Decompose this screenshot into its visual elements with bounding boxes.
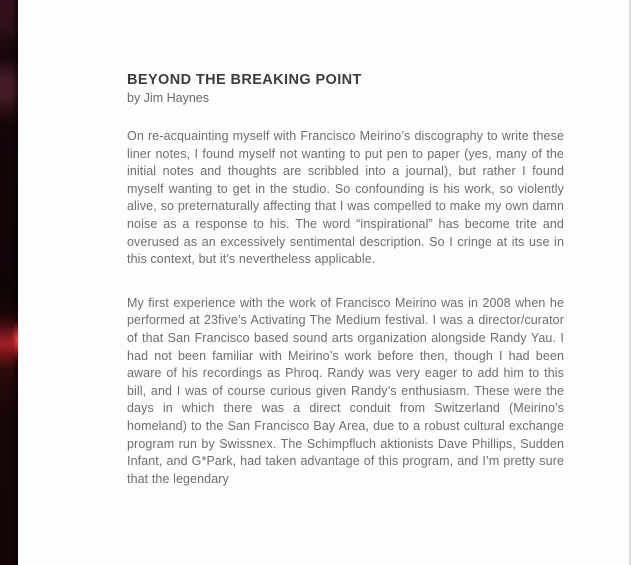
photo-edge-strip [0, 0, 18, 565]
body-paragraph: On re-acquainting myself with Francisco Meirino’s discography to write these liner notes, I found myself not wanting to put pen to paper (yes, many of the initial notes and thoughts are scribbled into a journal), but rather I found myself wanting to get in the studio. So confounding is his work, so violently alive, so preternaturally affecting that I was compelled to make my own damn noise as a response to his. The word “inspirational” has become trite and overused as an excessively sentimental description. So I cringe at its use in this context, but it’s nevertheless applicable. [127, 129, 564, 267]
page-title: BEYOND THE BREAKING POINT [127, 72, 362, 88]
byline: by Jim Haynes [127, 91, 209, 105]
liner-notes-text-block [127, 72, 564, 488]
body-paragraph: My first experience with the work of Francisco Meirino was in 2008 when he performed at 23five’s Activating The Medium festival. I was a director/curator of that San Francisco based sound arts organization alongside Randy Yau. I had not been familiar with Meirino’s work before then, though I had been aware of his recordings as Phroq. Randy was very eager to add him to this bill, and I was of course curious given Randy’s enthusiasm. These were the days in which there was a direct conduit from Switzerland (Meirino’s homeland) to the San Francisco Bay Area, due to a robust cultural exchange program run by Swissnex. The Schimpfluch aktionists Dave Phillips, Sudden Infant, and G*Park, had taken advantage of this program, and I’m pretty sure that the legendary [127, 295, 564, 486]
